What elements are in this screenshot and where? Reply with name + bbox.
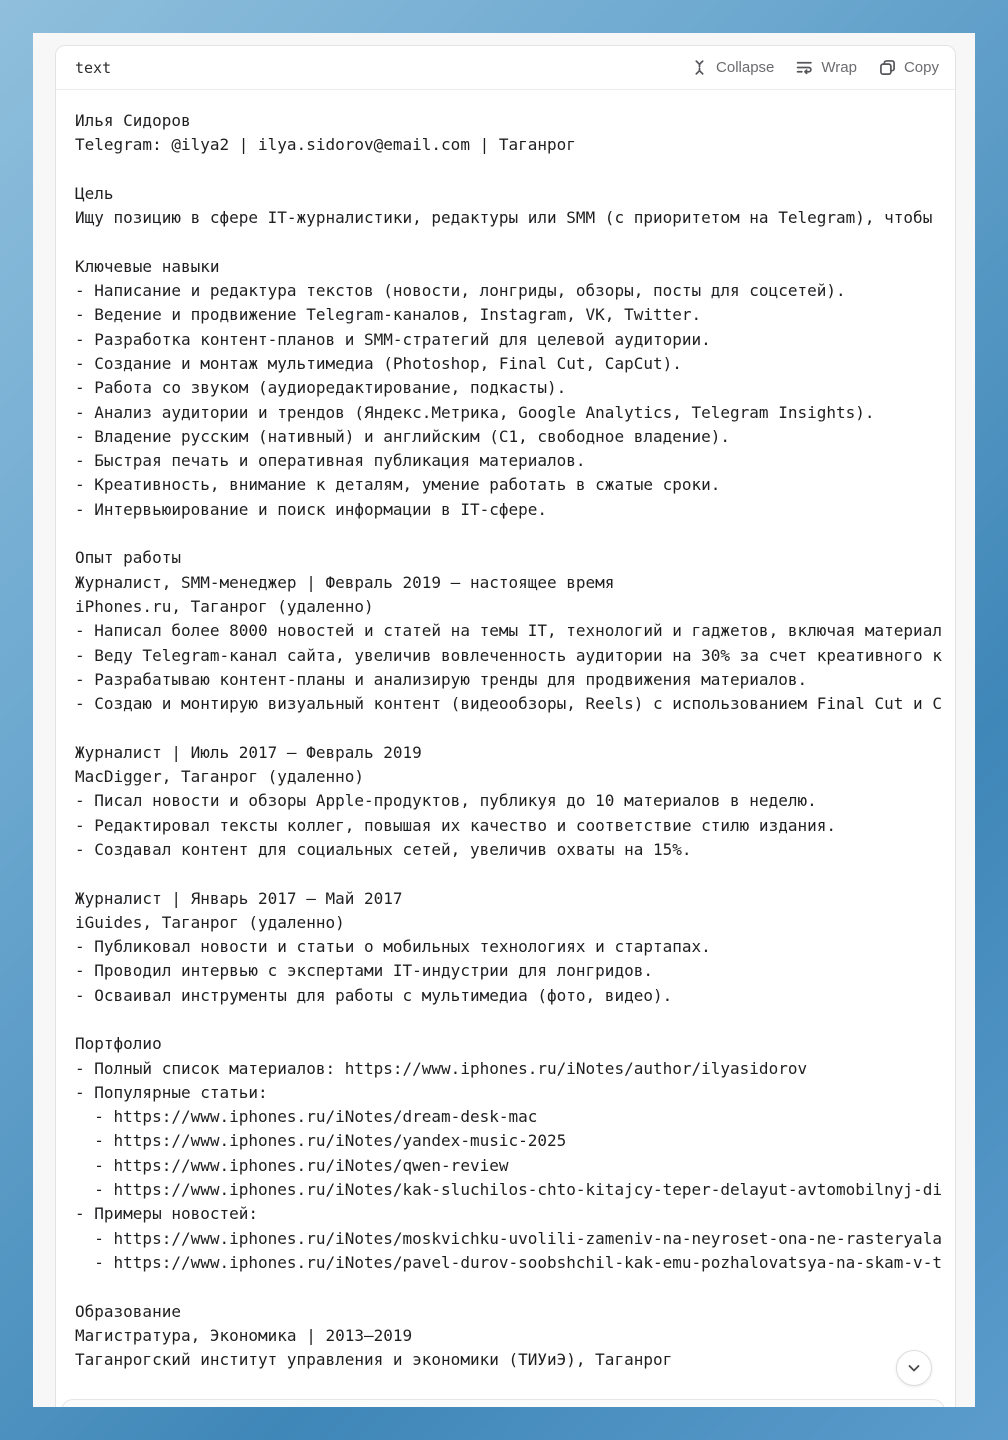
code-line: - Ведение и продвижение Telegram-каналов, Instagram, VK, Twitter. bbox=[75, 305, 702, 325]
code-block-header bbox=[56, 46, 955, 90]
code-line: - Работа со звуком (аудиоредактирование, подкасты). bbox=[75, 378, 567, 398]
code-line: - Популярные статьи: bbox=[75, 1082, 268, 1102]
code-language-label: text bbox=[75, 58, 112, 77]
chat-page bbox=[33, 33, 975, 1407]
code-line: - Проводил интервью с экспертами IT-индустрии для лонгридов. bbox=[75, 961, 653, 981]
code-line: iGuides, Таганрог (удаленно) bbox=[75, 912, 345, 932]
code-line: iPhones.ru, Таганрог (удаленно) bbox=[75, 596, 374, 616]
copy-icon bbox=[879, 59, 896, 76]
code-line: - Написал более 8000 новостей и статей на темы IT, технологий и гаджетов, включая материал bbox=[75, 621, 942, 641]
code-line: - Полный список материалов: https://www.iphones.ru/iNotes/author/ilyasidorov bbox=[75, 1058, 808, 1078]
wrap-label: Wrap bbox=[821, 59, 857, 76]
wrap-button[interactable] bbox=[796, 59, 857, 76]
code-line: MacDigger, Таганрог (удаленно) bbox=[75, 767, 364, 787]
code-line: Таганрогский институт управления и экономики (ТИУиЭ), Таганрог bbox=[75, 1350, 673, 1370]
code-line: Магистратура, Экономика | 2013–2019 bbox=[75, 1325, 413, 1345]
code-line: Илья Сидоров bbox=[75, 111, 191, 130]
code-line: - https://www.iphones.ru/iNotes/kak-sluchilos-chto-kitajcy-teper-delayut-avtomobilnyj-di bbox=[75, 1180, 942, 1200]
code-line: - Веду Telegram-канал сайта, увеличив вовлеченность аудитории на 30% за счет креативного к bbox=[75, 645, 942, 665]
code-line: - Разрабатываю контент-планы и анализирую тренды для продвижения материалов. bbox=[75, 669, 808, 689]
code-line: - https://www.iphones.ru/iNotes/dream-desk-mac bbox=[75, 1107, 538, 1127]
code-line: - Креативность, внимание к деталям, умение работать в сжатые сроки. bbox=[75, 475, 721, 495]
code-line: Журналист | Январь 2017 – Май 2017 bbox=[75, 888, 403, 908]
code-line: - Осваивал инструменты для работы с мультимедиа (фото, видео). bbox=[75, 985, 673, 1005]
scroll-to-bottom-button[interactable] bbox=[896, 1350, 932, 1386]
code-line: - Редактировал тексты коллег, повышая их качество и соответствие стилю издания. bbox=[75, 815, 836, 835]
copy-label: Copy bbox=[903, 59, 939, 76]
code-line: - Быстрая печать и оперативная публикация материалов. bbox=[75, 451, 586, 471]
code-line: - Анализ аудитории и трендов (Яндекс.Метрика, Google Analytics, Telegram Insights). bbox=[75, 402, 875, 422]
code-line: Цель bbox=[75, 183, 114, 203]
chevron-down-icon bbox=[906, 1360, 922, 1376]
code-content bbox=[56, 91, 955, 1372]
code-line: Журналист, SMM-менеджер | Февраль 2019 – настоящее время bbox=[75, 572, 615, 592]
collapse-icon bbox=[691, 59, 708, 76]
message-input-edge bbox=[61, 1399, 945, 1407]
code-line: - Разработка контент-планов и SMM-стратегий для целевой аудитории. bbox=[75, 329, 711, 349]
code-line: - Примеры новостей: bbox=[75, 1204, 259, 1224]
code-line: - https://www.iphones.ru/iNotes/moskvichku-uvolili-zameniv-na-neyroset-ona-ne-rasteryala bbox=[75, 1228, 942, 1248]
code-line: Опыт работы bbox=[75, 548, 181, 568]
code-line: Образование bbox=[75, 1301, 181, 1321]
code-line: Telegram: @ilya2 | ilya.sidorov@email.com | Таганрог bbox=[75, 135, 576, 155]
code-line: - Писал новости и обзоры Apple-продуктов, публикуя до 10 материалов в неделю. bbox=[75, 791, 817, 811]
code-content-area[interactable] bbox=[56, 91, 955, 1407]
code-line: - Интервьюирование и поиск информации в IT-сфере. bbox=[75, 499, 548, 519]
copy-button[interactable] bbox=[879, 59, 939, 76]
code-line: - https://www.iphones.ru/iNotes/yandex-music-2025 bbox=[75, 1131, 567, 1151]
collapse-button[interactable] bbox=[691, 59, 774, 76]
code-line: - Публиковал новости и статьи о мобильных технологиях и стартапах. bbox=[75, 937, 711, 957]
code-line: - Создаю и монтирую визуальный контент (видеообзоры, Reels) с использованием Final Cut и C bbox=[75, 694, 942, 714]
code-line: - https://www.iphones.ru/iNotes/pavel-durov-soobshchil-kak-emu-pozhalovatsya-na-skam-v-t bbox=[75, 1252, 942, 1272]
code-line: - Создание и монтаж мультимедиа (Photoshop, Final Cut, CapCut). bbox=[75, 353, 682, 373]
code-line: - Написание и редактура текстов (новости, лонгриды, обзоры, посты для соцсетей). bbox=[75, 281, 846, 301]
code-block-actions bbox=[691, 59, 939, 76]
code-block bbox=[55, 45, 956, 1407]
code-line: - Создавал контент для социальных сетей, увеличив охваты на 15%. bbox=[75, 839, 692, 859]
code-line: Журналист | Июль 2017 – Февраль 2019 bbox=[75, 742, 422, 762]
code-line: Ищу позицию в сфере IT-журналистики, редактуры или SMM (с приоритетом на Telegram), чтобы bbox=[75, 208, 933, 228]
collapse-label: Collapse bbox=[716, 59, 775, 76]
wrap-icon bbox=[796, 59, 813, 76]
code-line: Портфолио bbox=[75, 1034, 162, 1054]
code-line: - Владение русским (нативный) и английским (C1, свободное владение). bbox=[75, 426, 731, 446]
code-line: - https://www.iphones.ru/iNotes/qwen-review bbox=[75, 1155, 509, 1175]
code-line: Ключевые навыки bbox=[75, 256, 220, 276]
